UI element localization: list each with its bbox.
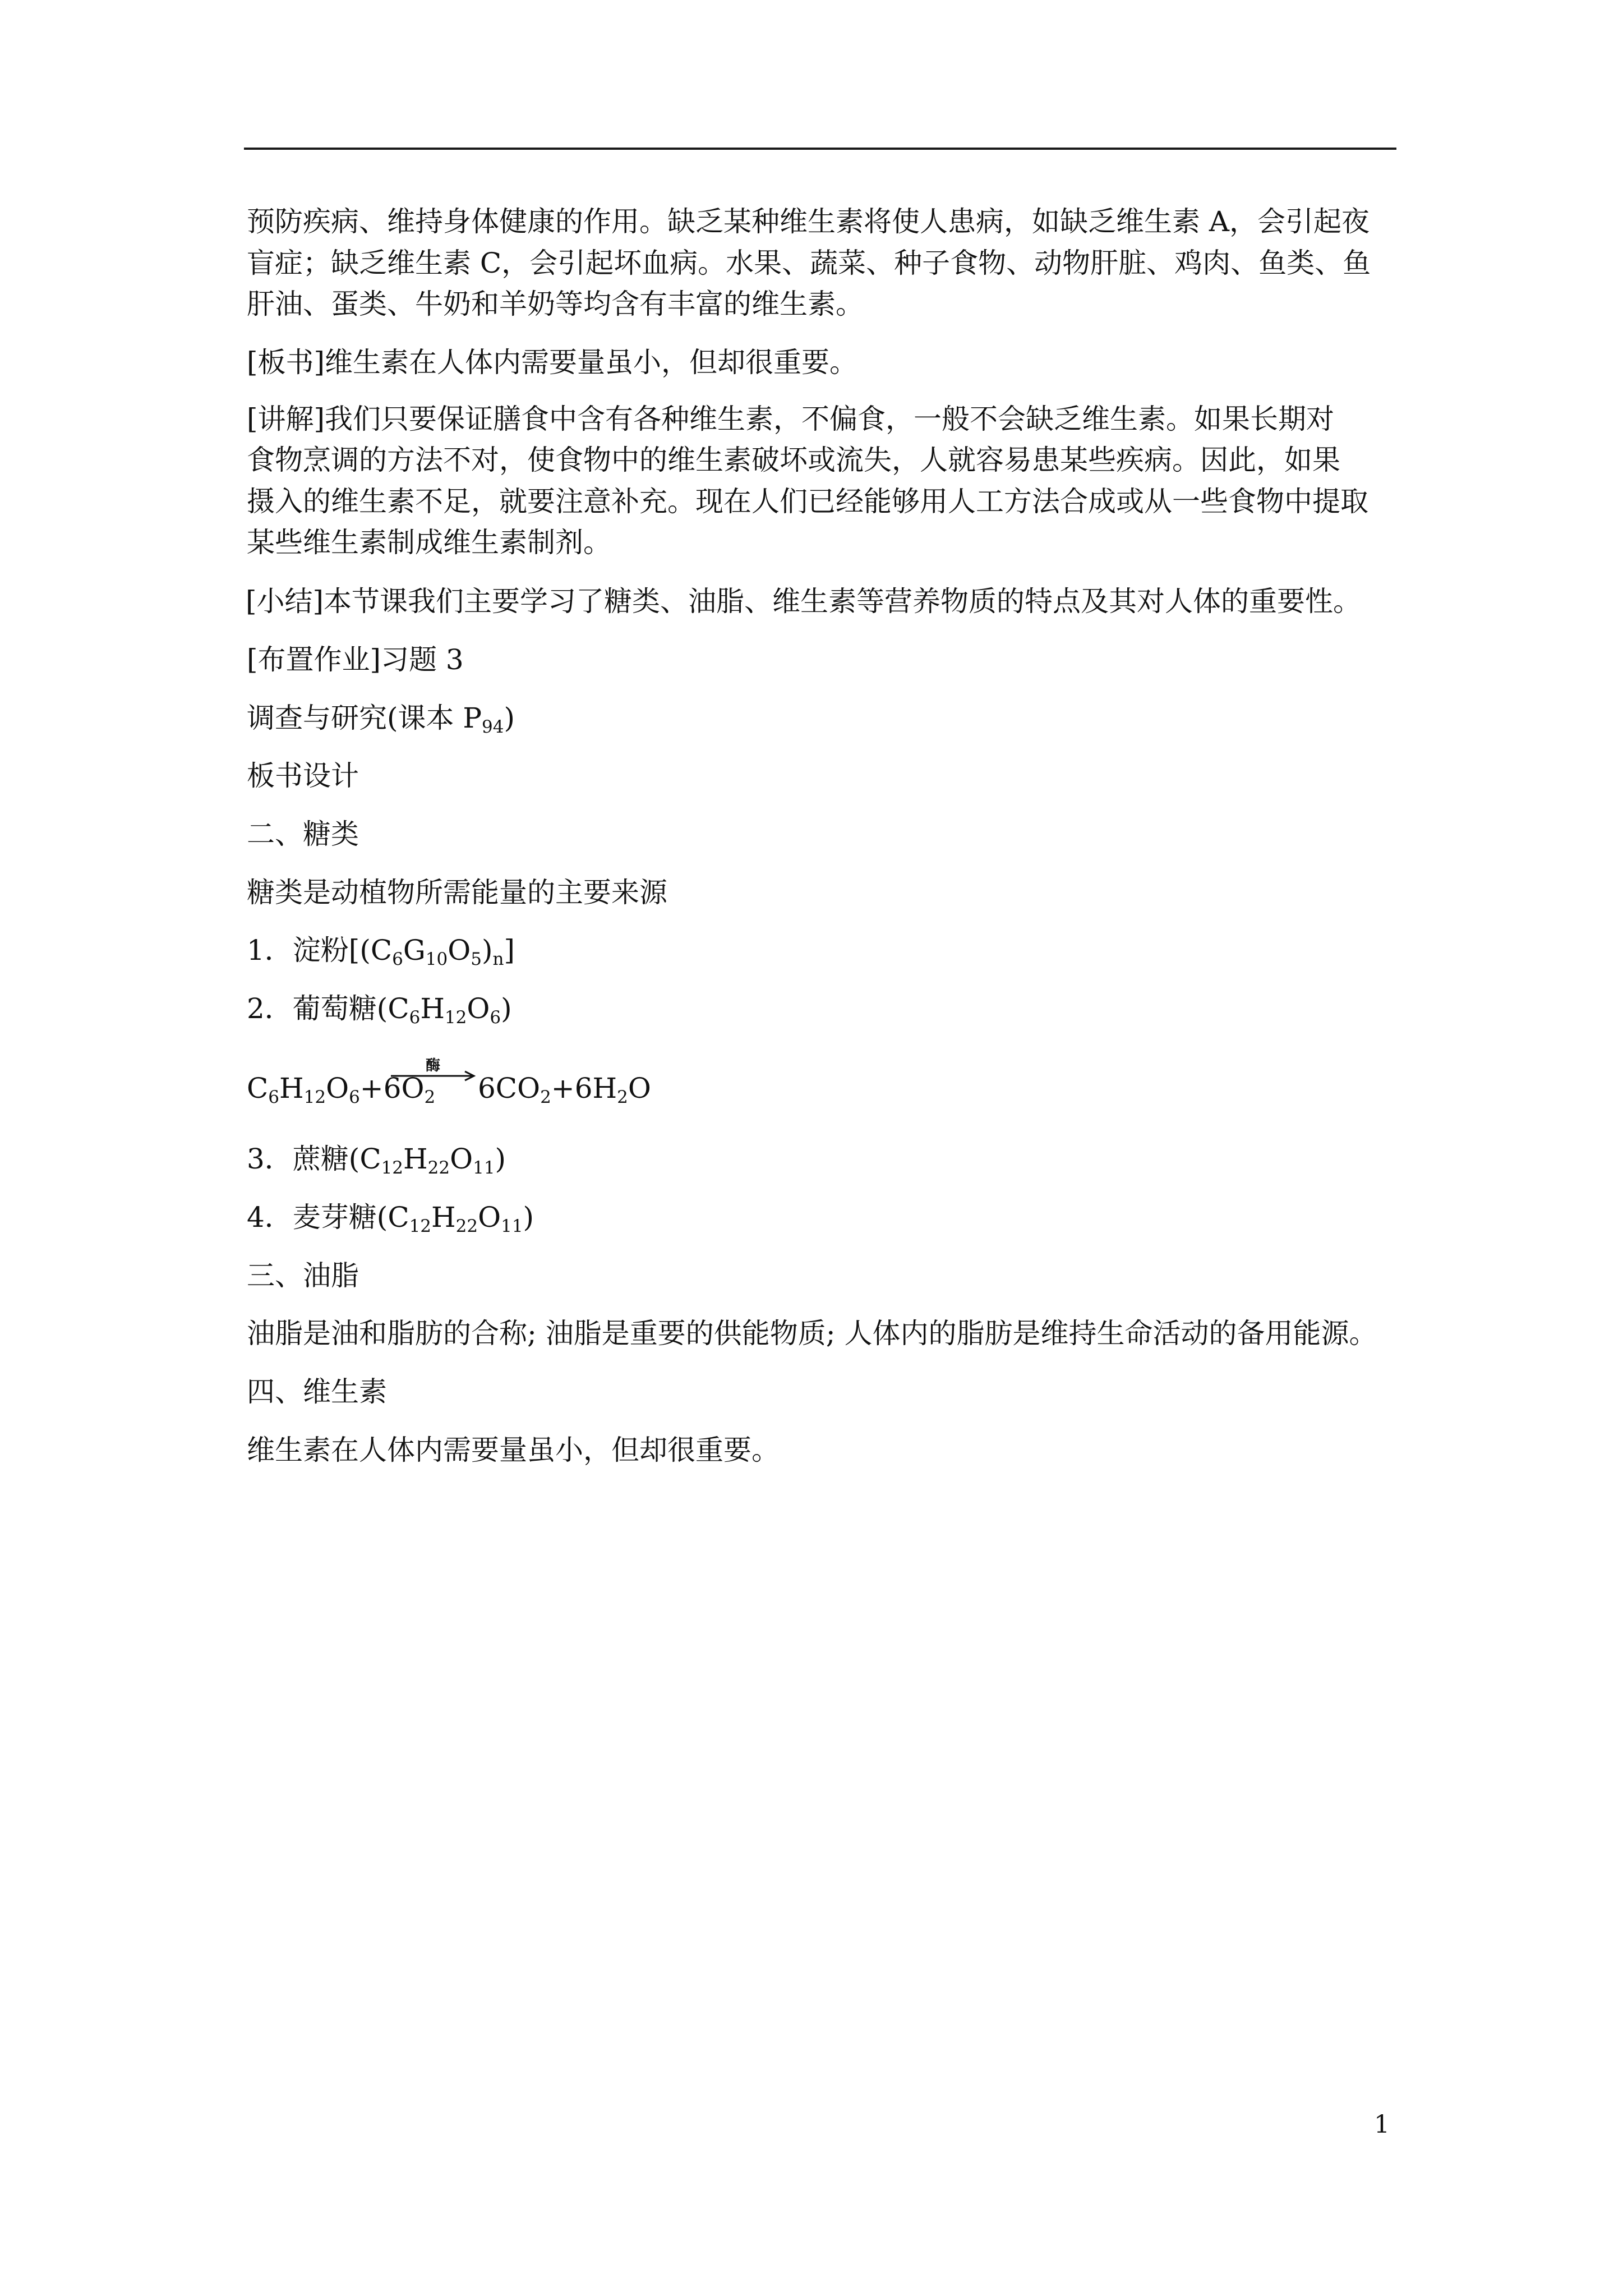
research-close: ) xyxy=(504,702,515,734)
eq-text: 6CO xyxy=(478,1072,541,1105)
subscript: 11 xyxy=(501,1216,523,1236)
explanation-line: [讲解]我们只要保证膳食中含有各种维生素，不偏食，一般不会缺乏维生素。如果长期对 xyxy=(247,403,1335,435)
item-text: O xyxy=(478,1201,501,1234)
section-heading-vitamins: 四、维生素 xyxy=(247,1375,387,1408)
summary-line: [小结]本节课我们主要学习了糖类、油脂、维生素等营养物质的特点及其对人体的重要性。 xyxy=(246,585,1362,618)
reaction-arrow-icon xyxy=(390,1056,479,1089)
subscript: 12 xyxy=(444,1007,467,1028)
list-item-starch xyxy=(247,932,515,968)
sugars-description: 糖类是动植物所需能量的主要来源 xyxy=(247,876,667,909)
item-text: G xyxy=(403,934,426,967)
eq-text: O xyxy=(326,1072,349,1105)
item-text: 4．麦芽糖(C xyxy=(247,1201,409,1234)
subscript: 2 xyxy=(617,1087,628,1107)
page-number: 1 xyxy=(1374,2110,1390,2139)
page-subscript: 94 xyxy=(482,717,504,737)
header-rule xyxy=(244,148,1396,150)
list-item-sucrose xyxy=(247,1141,506,1177)
item-text: H xyxy=(420,992,445,1025)
enzyme-label: 酶 xyxy=(426,1057,441,1074)
subscript: 12 xyxy=(303,1087,326,1107)
board-design-title: 板书设计 xyxy=(247,760,359,792)
subscript: n xyxy=(492,949,504,969)
eq-text: C xyxy=(247,1072,269,1105)
eq-text: H xyxy=(279,1072,304,1105)
subscript: 6 xyxy=(349,1087,360,1107)
subscript: 2 xyxy=(540,1087,551,1107)
homework-line: [布置作业]习题 3 xyxy=(247,643,464,676)
subscript: 12 xyxy=(409,1216,432,1236)
subscript: 10 xyxy=(425,949,448,969)
item-text: O xyxy=(467,992,490,1025)
subscript: 6 xyxy=(392,949,403,969)
list-item-maltose xyxy=(247,1199,534,1235)
explanation-line: 食物烹调的方法不对，使食物中的维生素破坏或流失，人就容易患某些疾病。因此，如果 xyxy=(247,444,1340,476)
explanation-line: 摄入的维生素不足，就要注意补充。现在人们已经能够用人工方法合成或从一些食物中提取 xyxy=(247,485,1368,518)
subscript: 11 xyxy=(473,1158,495,1178)
item-text: 2．葡萄糖(C xyxy=(247,992,409,1025)
paragraph-line: 盲症；缺乏维生素 C，会引起坏血病。水果、蔬菜、种子食物、动物肝脏、鸡肉、鱼类、鱼 xyxy=(247,247,1371,279)
item-text: O xyxy=(448,934,471,967)
item-text: 1．淀粉[(C xyxy=(247,934,393,967)
subscript: 2 xyxy=(424,1087,436,1107)
subscript: 6 xyxy=(268,1087,279,1107)
subscript: 6 xyxy=(490,1007,501,1028)
paragraph-line: 预防疾病、维持身体健康的作用。缺乏某种维生素将使人患病，如缺乏维生素 A，会引起夜 xyxy=(247,205,1370,238)
item-text: ) xyxy=(501,992,512,1025)
item-text: ] xyxy=(504,934,515,967)
eq-text: +6O xyxy=(359,1072,425,1105)
subscript: 22 xyxy=(427,1158,450,1178)
research-line xyxy=(247,700,515,736)
research-text: 调查与研究(课本 P xyxy=(247,702,482,734)
subscript: 12 xyxy=(381,1158,404,1178)
item-text: ) xyxy=(495,1143,506,1175)
vitamins-description: 维生素在人体内需要量虽小，但却很重要。 xyxy=(247,1434,780,1466)
item-text: 3．蔗糖(C xyxy=(247,1143,381,1175)
eq-text: +6H xyxy=(551,1072,617,1105)
banshu-note: [板书]维生素在人体内需要量虽小，但却很重要。 xyxy=(247,346,858,379)
explanation-line: 某些维生素制成维生素制剂。 xyxy=(247,526,611,559)
item-text: H xyxy=(403,1143,428,1175)
item-text: O xyxy=(450,1143,473,1175)
paragraph-line: 肝油、蛋类、牛奶和羊奶等均含有丰富的维生素。 xyxy=(247,288,864,320)
subscript: 6 xyxy=(409,1007,421,1028)
item-text: ) xyxy=(481,934,493,967)
section-heading-fats: 三、油脂 xyxy=(247,1259,359,1292)
fats-description: 油脂是油和脂肪的合称; 油脂是重要的供能物质; 人体内的脂肪是维持生命活动的备用能源。 xyxy=(247,1317,1377,1350)
subscript: 22 xyxy=(455,1216,478,1236)
list-item-glucose xyxy=(247,991,512,1027)
subscript: 5 xyxy=(471,949,482,969)
item-text: H xyxy=(431,1201,456,1234)
item-text: ) xyxy=(523,1201,534,1234)
equation-products xyxy=(478,1070,651,1106)
section-heading-sugars: 二、糖类 xyxy=(247,818,359,850)
eq-text: O xyxy=(628,1072,651,1105)
